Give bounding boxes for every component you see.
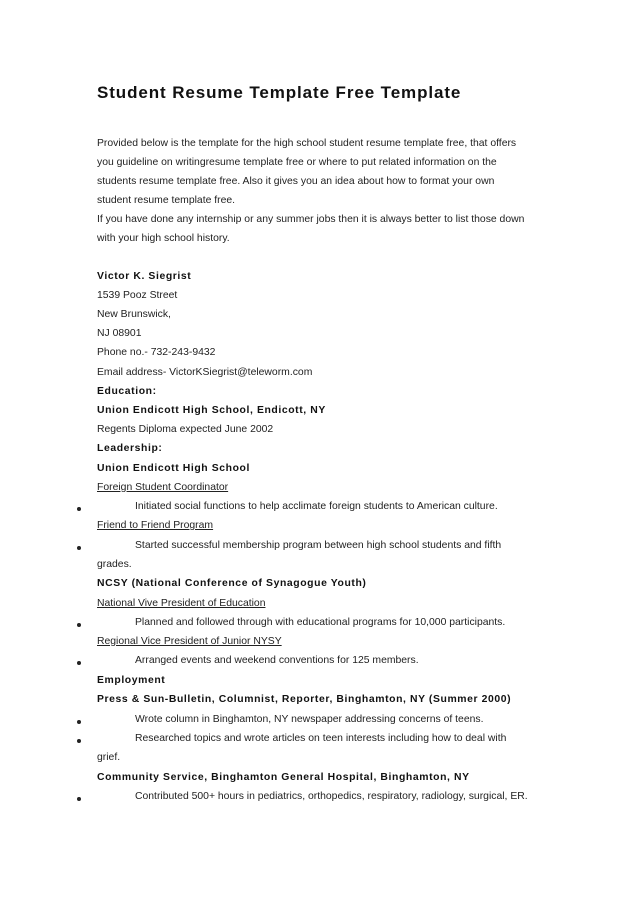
bullet-icon <box>77 739 81 743</box>
role-foreign-student-coordinator: Foreign Student Coordinator <box>97 482 229 493</box>
education-diploma: Regents Diploma expected June 2002 <box>97 424 274 435</box>
employment-bullet-2-cont: grief. <box>97 752 121 763</box>
contact-name: Victor K. Siegrist <box>97 271 192 282</box>
page-title: Student Resume Template Free Template <box>97 83 462 102</box>
bullet-icon <box>77 661 81 665</box>
community-bullet-1: Contributed 500+ hours in pediatrics, orthopedics, respiratory, radiology, surgical, ER. <box>135 791 528 802</box>
leadership-bullet-4: Arranged events and weekend conventions for 125 members. <box>135 655 419 666</box>
leadership-school: Union Endicott High School <box>97 463 250 474</box>
intro-line-1: Provided below is the template for the high school student resume template free, that offers <box>97 138 517 149</box>
role-national-vp: National Vive President of Education <box>97 598 266 609</box>
intro-line-4: student resume template free. <box>97 195 236 206</box>
intro-line-6: with your high school history. <box>97 233 230 244</box>
employment-job: Press & Sun-Bulletin, Columnist, Reporter, Binghamton, NY (Summer 2000) <box>97 694 512 705</box>
contact-phone: Phone no.- 732-243-9432 <box>97 347 216 358</box>
education-school: Union Endicott High School, Endicott, NY <box>97 405 326 416</box>
intro-line-2: you guideline on writingresume template free or where to put related information on the <box>97 157 497 168</box>
bullet-icon <box>77 623 81 627</box>
leadership-bullet-2-cont: grades. <box>97 559 132 570</box>
bullet-icon <box>77 546 81 550</box>
employment-bullet-1: Wrote column in Binghamton, NY newspaper addressing concerns of teens. <box>135 714 484 725</box>
contact-street: 1539 Pooz Street <box>97 290 178 301</box>
leadership-heading: Leadership: <box>97 443 163 454</box>
role-regional-vp: Regional Vice President of Junior NYSY <box>97 636 282 647</box>
bullet-icon <box>77 797 81 801</box>
community-heading: Community Service, Binghamton General Hospital, Binghamton, NY <box>97 772 470 783</box>
employment-heading: Employment <box>97 675 166 686</box>
contact-email: Email address- VictorKSiegrist@teleworm.com <box>97 367 313 378</box>
leadership-bullet-1: Initiated social functions to help acclimate foreign students to American culture. <box>135 501 498 512</box>
education-heading: Education: <box>97 386 157 397</box>
contact-city: New Brunswick, <box>97 309 171 320</box>
leadership-org: NCSY (National Conference of Synagogue Youth) <box>97 578 367 589</box>
role-friend-to-friend: Friend to Friend Program <box>97 520 214 531</box>
bullet-icon <box>77 720 81 724</box>
intro-line-5: If you have done any internship or any summer jobs then it is always better to list those down <box>97 214 525 225</box>
contact-state-zip: NJ 08901 <box>97 328 142 339</box>
intro-line-3: students resume template free. Also it gives you an idea about how to format your own <box>97 176 495 187</box>
leadership-bullet-3: Planned and followed through with educational programs for 10,000 participants. <box>135 617 506 628</box>
bullet-icon <box>77 507 81 511</box>
leadership-bullet-2: Started successful membership program between high school students and fifth <box>135 540 502 551</box>
employment-bullet-2: Researched topics and wrote articles on teen interests including how to deal with <box>135 733 507 744</box>
